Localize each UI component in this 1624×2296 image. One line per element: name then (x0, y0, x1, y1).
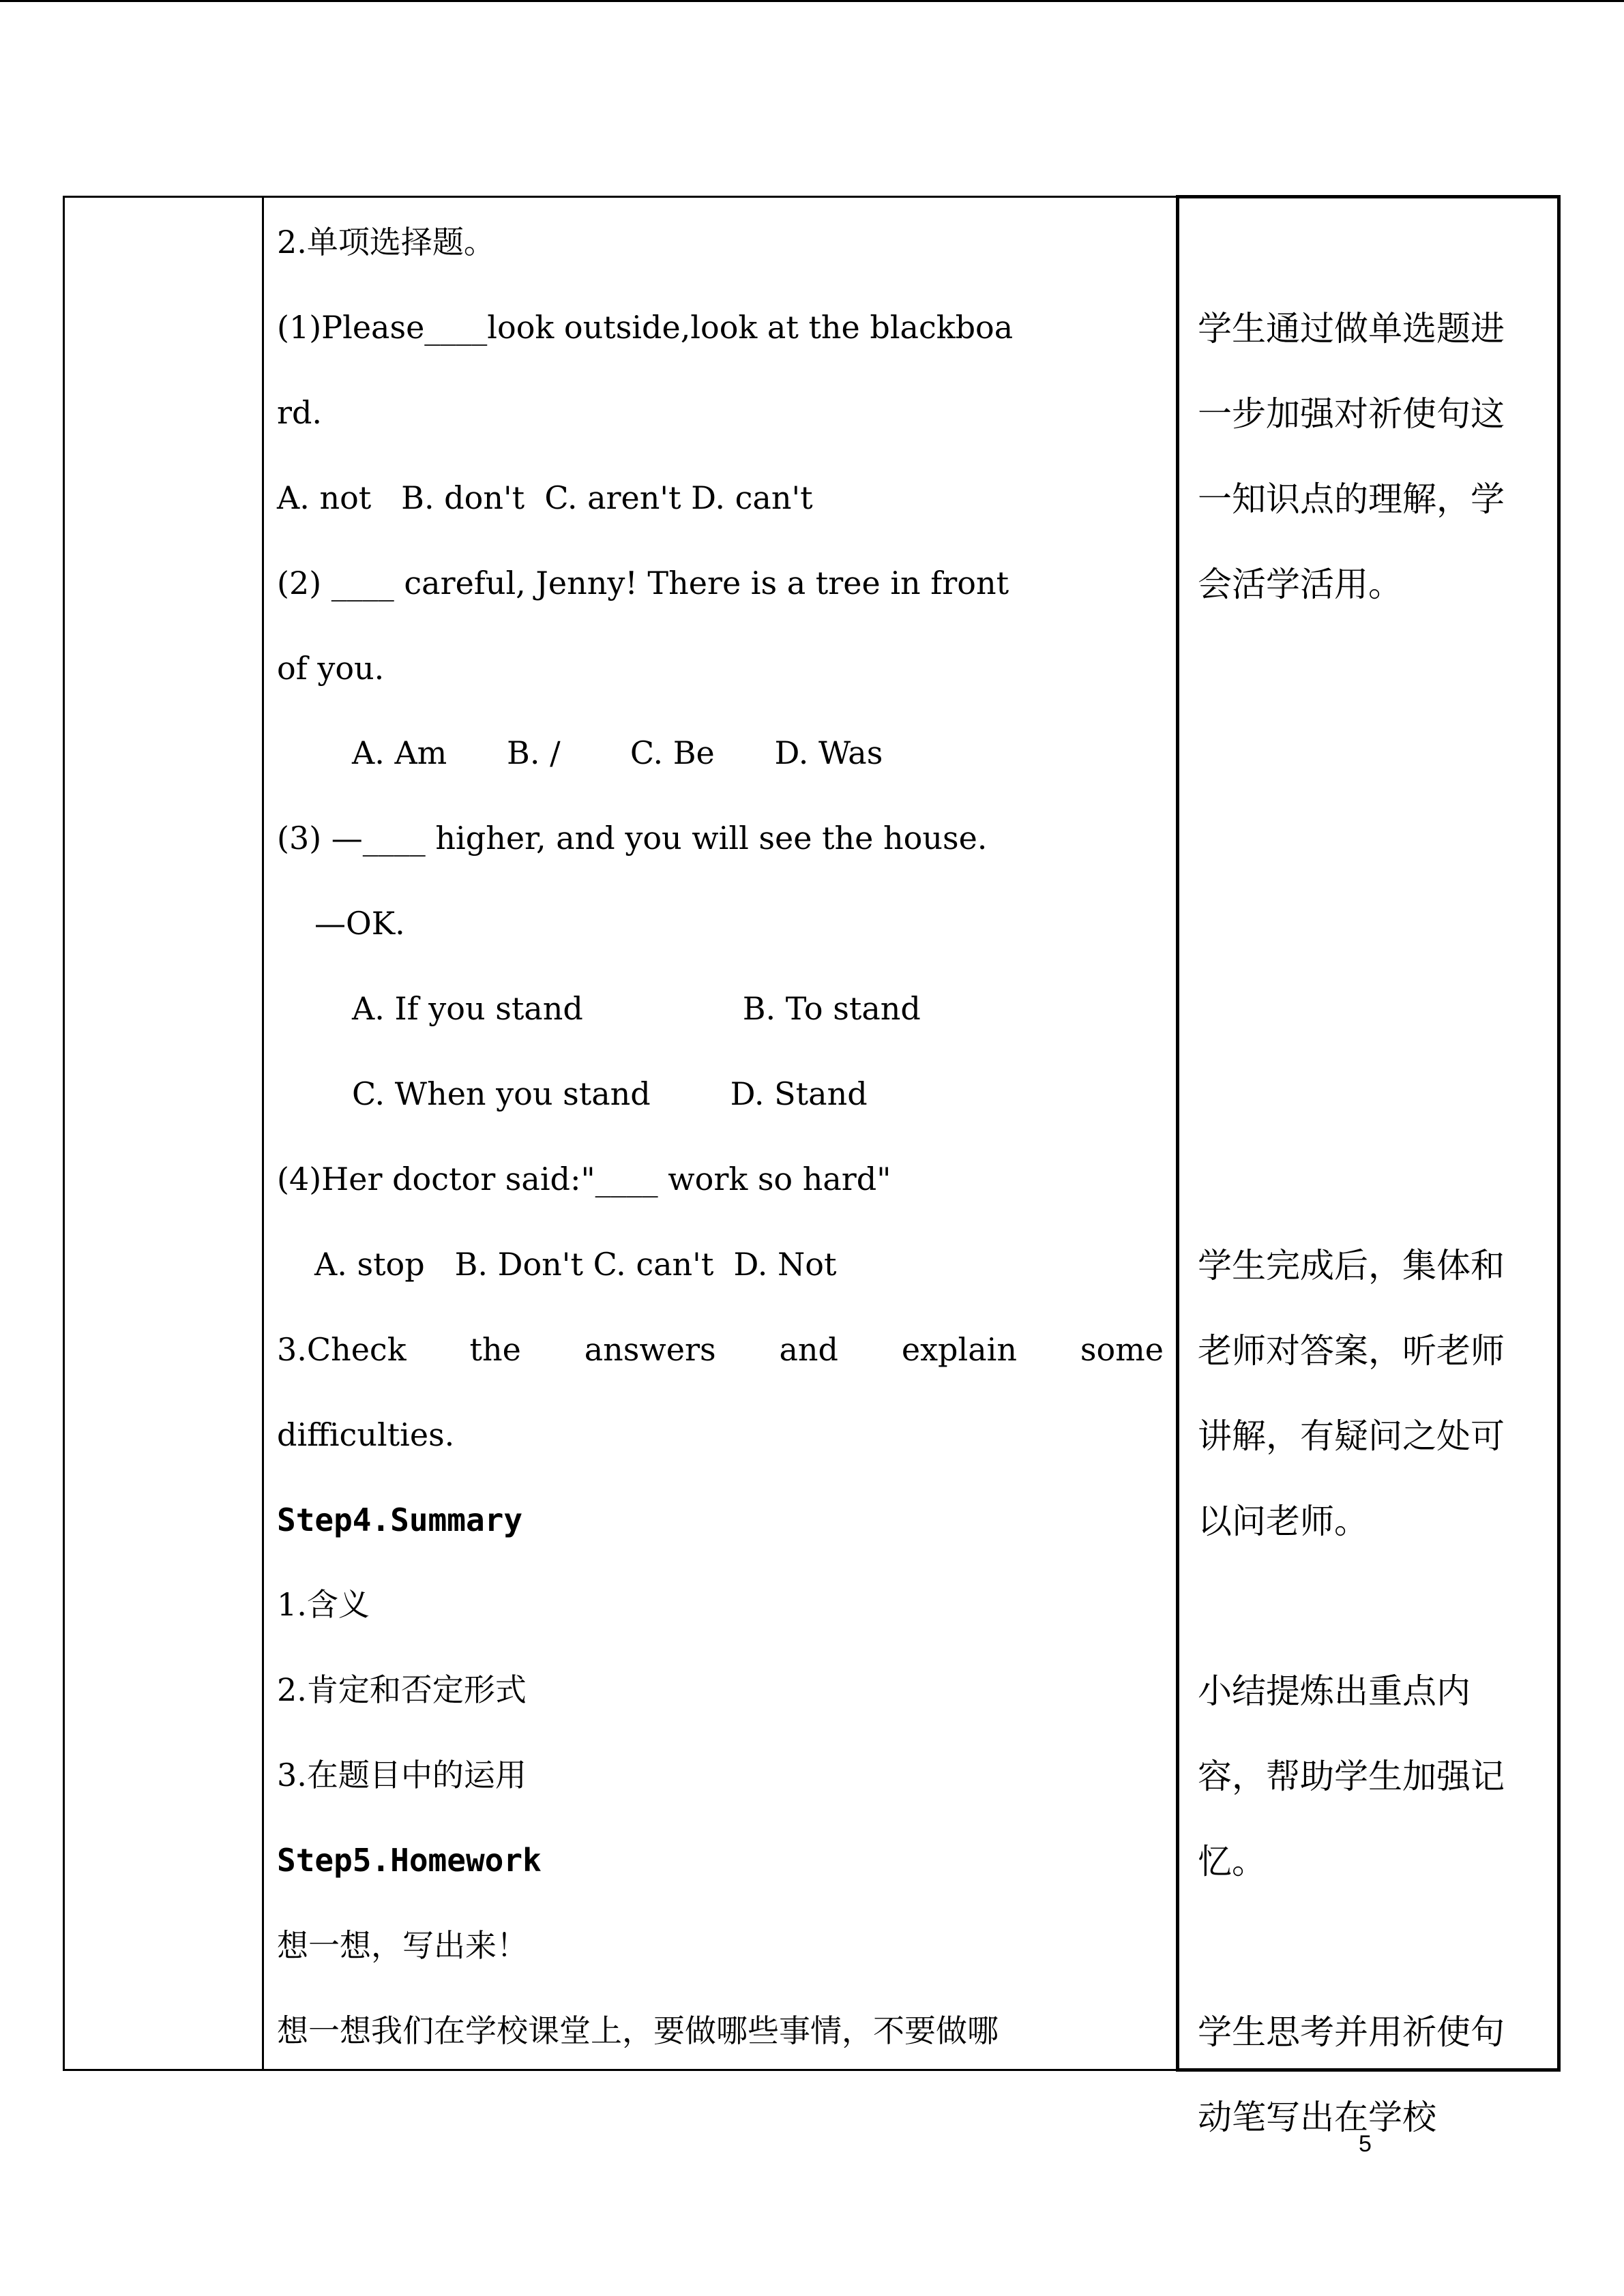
content-line: A. not B. don't C. aren't D. can't (277, 479, 813, 516)
content-line: 3.Check the answers and explain some (277, 1330, 1164, 1368)
content-line: 想一想，写出来！ (277, 1927, 528, 1964)
content-line: (4)Her doctor said:"____ work so hard" (277, 1160, 891, 1197)
content-line: 想一想我们在学校课堂上，要做哪些事情，不要做哪 (277, 2012, 999, 2049)
content-line: (1)Please____look outside,look at the blackboa (277, 308, 1014, 346)
top-border-line (0, 0, 1624, 2)
content-line: A. If you stand B. To stand (352, 990, 921, 1028)
right-cell-right-border (1557, 195, 1561, 2072)
teaching-note: 小结提炼出重点内容，帮助学生加强记忆。 (1198, 1671, 1505, 1882)
teaching-note: 学生通过做单选题进一步加强对祈使句这一知识点的理解，学会活学活用。 (1198, 308, 1505, 604)
content-line: C. When you stand D. Stand (352, 1075, 868, 1112)
table-column-divider (262, 196, 264, 2071)
content-line: difficulties. (277, 1416, 455, 1453)
content-line: 2.单项选择题。 (277, 224, 495, 260)
teaching-note: 学生完成后，集体和老师对答案，听老师讲解，有疑问之处可以问老师。 (1198, 1245, 1505, 1541)
content-line: 1.含义 (277, 1586, 370, 1624)
content-line: —OK. (314, 905, 405, 942)
page-number: 5 (1359, 2131, 1372, 2157)
content-line: (2) ____ careful, Jenny! There is a tree in front (277, 564, 1009, 601)
left-empty-cell (63, 196, 262, 2071)
content-line: of you. (277, 649, 385, 687)
content-line: A. stop B. Don't C. can't D. Not (314, 1245, 837, 1283)
content-line: A. Am B. / C. Be D. Was (352, 734, 883, 772)
teaching-notes-cell (1198, 196, 1546, 2137)
content-line: 3.在题目中的运用 (277, 1757, 527, 1794)
lesson-content-cell (277, 196, 1177, 2071)
teaching-note: 学生思考并用祈使句动笔写出在学校 (1198, 2012, 1505, 2137)
content-line: (3) —____ higher, and you will see the house. (277, 820, 988, 857)
content-line: 2.肯定和否定形式 (277, 1671, 527, 1709)
step-heading: Step5.Homework (277, 1842, 542, 1879)
step-heading: Step4.Summary (277, 1501, 523, 1538)
content-line: rd. (277, 393, 323, 431)
